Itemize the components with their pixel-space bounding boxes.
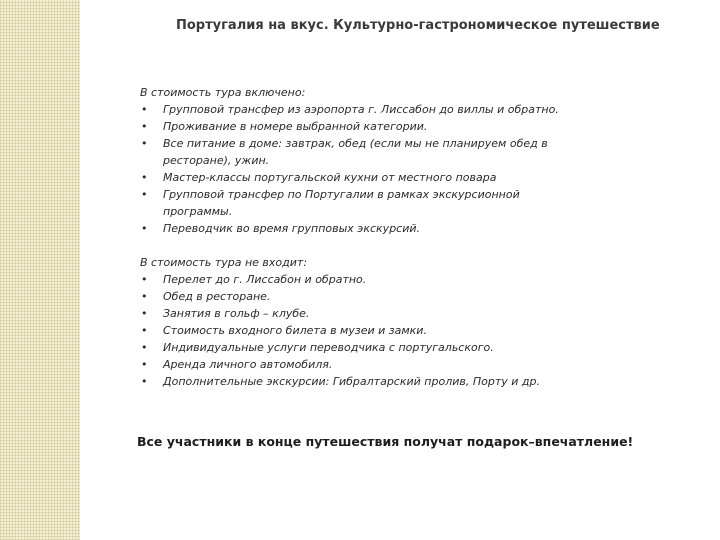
list-item [140, 339, 590, 356]
slide-title: Португалия на вкус. Культурно-гастрономическое путешествие [176, 18, 660, 33]
list-item [140, 135, 590, 169]
included-heading: В стоимость тура включено: [140, 86, 306, 99]
excluded-list [140, 271, 590, 390]
bullet-icon: • [141, 358, 148, 371]
list-item-text: Дополнительные экскурсии: Гибралтарский пролив, Порту и др. [163, 375, 540, 388]
list-item-text: Переводчик во время групповых экскурсий. [163, 222, 421, 235]
list-item-text: Обед в ресторане. [163, 290, 271, 303]
list-item [140, 356, 590, 373]
bullet-icon: • [141, 171, 148, 184]
footer-note: Все участники в конце путешествия получат подарок–впечатление! [137, 434, 634, 449]
excluded-section [140, 254, 590, 390]
list-item [140, 271, 590, 288]
bullet-icon: • [141, 324, 148, 337]
list-item [140, 305, 590, 322]
bullet-icon: • [141, 222, 148, 235]
list-item [140, 169, 590, 186]
list-item [140, 322, 590, 339]
list-item-text: Перелет до г. Лиссабон и обратно. [163, 273, 367, 286]
list-item [140, 373, 590, 390]
list-item [140, 186, 590, 220]
list-item-text: Мастер-классы португальской кухни от местного повара [163, 171, 497, 184]
list-item-text: Стоимость входного билета в музеи и замки. [163, 324, 427, 337]
list-item-text: Все питание в доме: завтрак, обед (если мы не планируем обед в ресторане), ужин. [163, 137, 548, 167]
bullet-icon: • [141, 375, 148, 388]
list-item-text: Групповой трансфер по Португалии в рамках экскурсионной программы. [163, 188, 520, 218]
list-item [140, 118, 590, 135]
list-item-text: Групповой трансфер из аэропорта г. Лиссабон до виллы и обратно. [163, 103, 559, 116]
bullet-icon: • [141, 307, 148, 320]
list-item-text: Аренда личного автомобиля. [163, 358, 333, 371]
list-item [140, 220, 590, 237]
list-item [140, 288, 590, 305]
excluded-heading: В стоимость тура не входит: [140, 256, 308, 269]
list-item [140, 101, 590, 118]
bullet-icon: • [141, 290, 148, 303]
list-item-text: Занятия в гольф – клубе. [163, 307, 310, 320]
list-item-text: Проживание в номере выбранной категории. [163, 120, 428, 133]
list-item-text: Индивидуальные услуги переводчика с португальского. [163, 341, 494, 354]
bullet-icon: • [141, 188, 148, 201]
included-list [140, 101, 590, 237]
bullet-icon: • [141, 137, 148, 150]
included-section [140, 84, 590, 237]
bullet-icon: • [141, 120, 148, 133]
decorative-left-stripe [0, 0, 80, 540]
bullet-icon: • [141, 103, 148, 116]
bullet-icon: • [141, 341, 148, 354]
bullet-icon: • [141, 273, 148, 286]
